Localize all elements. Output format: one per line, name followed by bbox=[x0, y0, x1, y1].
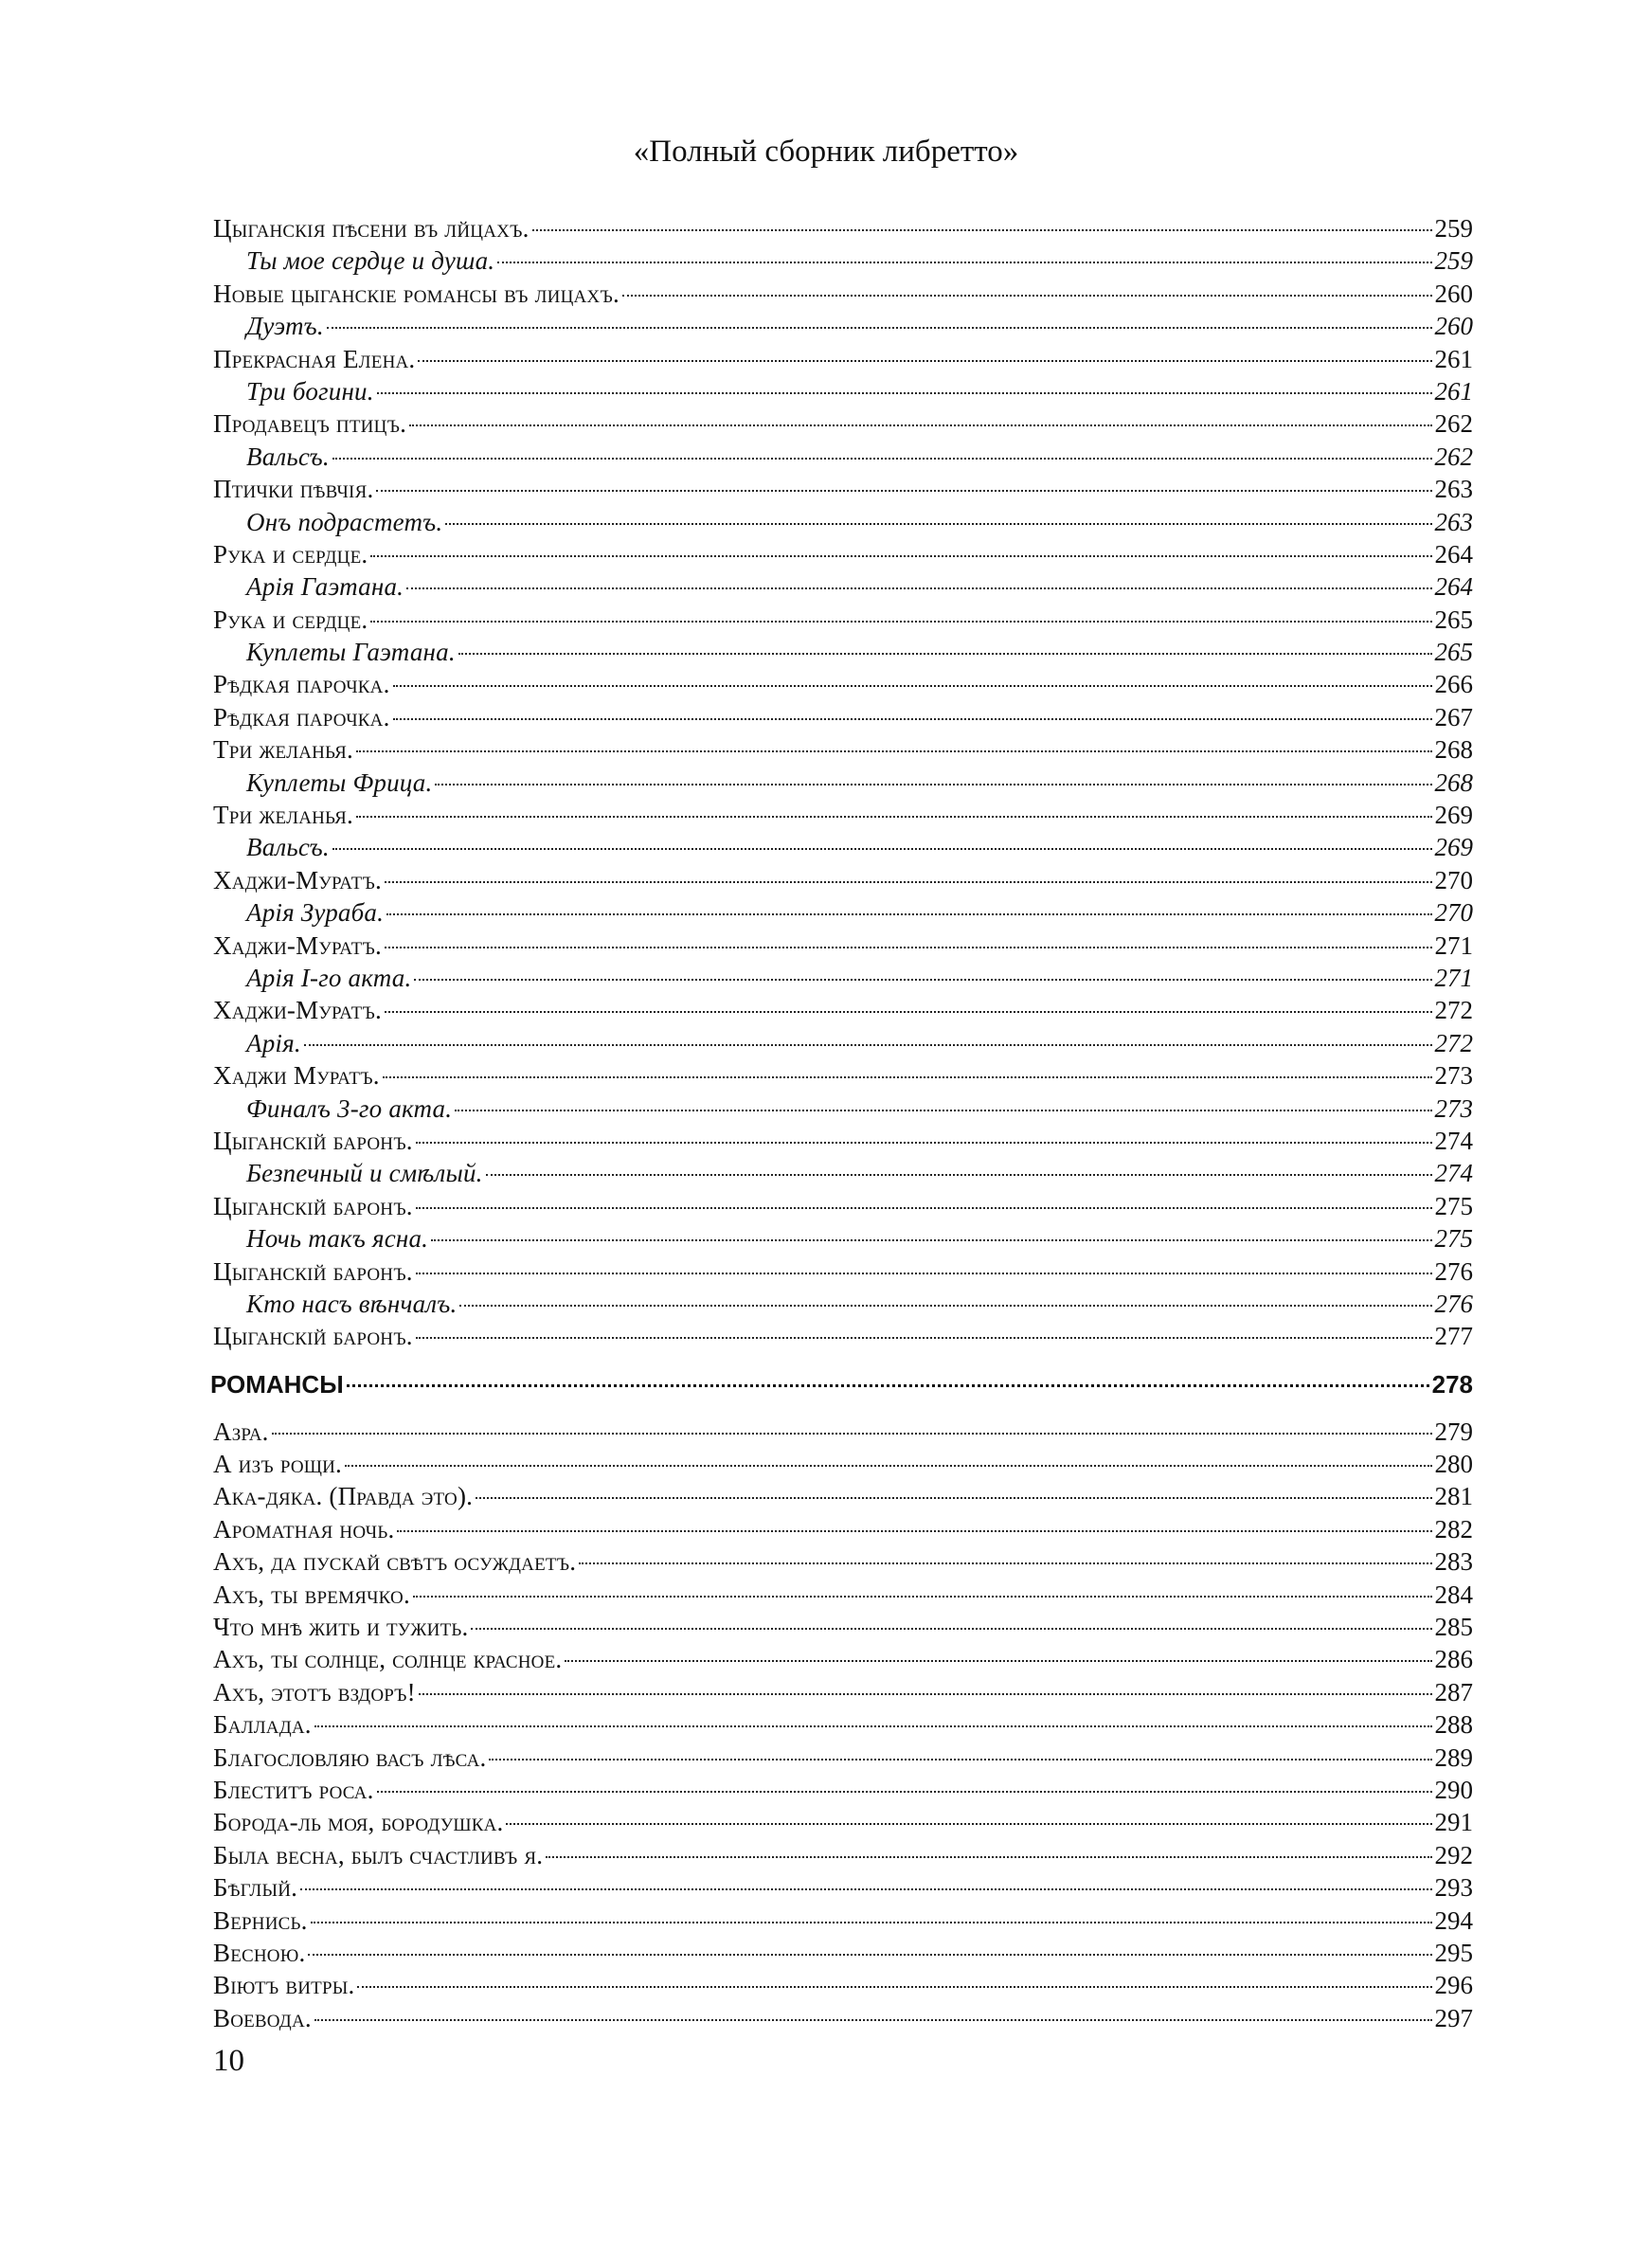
dot-leader bbox=[458, 653, 1432, 655]
toc-entry[interactable] bbox=[213, 1905, 1473, 1937]
toc-entry[interactable] bbox=[213, 1969, 1473, 2001]
dot-leader bbox=[377, 392, 1432, 394]
toc-entry-page: 289 bbox=[1434, 1742, 1473, 1772]
toc-entry-page: 264 bbox=[1434, 572, 1473, 602]
toc-subentry[interactable] bbox=[213, 570, 1473, 603]
toc-entry-page: 262 bbox=[1434, 409, 1473, 439]
toc-entry[interactable] bbox=[213, 212, 1473, 244]
toc-entry-page: 282 bbox=[1434, 1514, 1473, 1544]
toc-entry[interactable] bbox=[213, 1871, 1473, 1904]
toc-entry-page: 293 bbox=[1434, 1873, 1473, 1903]
dot-leader bbox=[419, 1693, 1432, 1695]
toc-entry[interactable] bbox=[213, 1611, 1473, 1643]
toc-entry-page: 279 bbox=[1434, 1417, 1473, 1446]
toc-entry[interactable] bbox=[213, 1774, 1473, 1806]
toc-entry-title: Что мнѣ жить и тужить. bbox=[213, 1613, 469, 1642]
table-of-contents bbox=[210, 212, 1473, 2034]
toc-entry-page: 264 bbox=[1434, 539, 1473, 569]
toc-entry-title: Ахъ, да пускай свѣтъ осуждаетъ. bbox=[213, 1547, 577, 1577]
toc-entry-page: 266 bbox=[1434, 670, 1473, 699]
dot-leader bbox=[304, 1044, 1432, 1046]
dot-leader bbox=[471, 1628, 1431, 1630]
toc-entry-title: Віютъ витры. bbox=[213, 1971, 355, 2000]
toc-entry[interactable] bbox=[213, 538, 1473, 570]
dot-leader bbox=[622, 295, 1432, 297]
toc-entry-page: 263 bbox=[1434, 475, 1473, 504]
toc-entry-page: 274 bbox=[1434, 1126, 1473, 1155]
toc-entry-page: 270 bbox=[1434, 865, 1473, 894]
toc-entry[interactable] bbox=[213, 1448, 1473, 1480]
toc-entry[interactable] bbox=[213, 1190, 1473, 1222]
toc-entry-title: Азра. bbox=[213, 1417, 269, 1446]
dot-leader bbox=[393, 685, 1432, 687]
toc-entry-title: Рѣдкая парочка. bbox=[213, 670, 390, 699]
dot-leader bbox=[455, 1110, 1431, 1111]
toc-entry-page: 271 bbox=[1434, 963, 1473, 992]
toc-subentry[interactable] bbox=[213, 896, 1473, 929]
toc-subentry[interactable] bbox=[213, 831, 1473, 863]
toc-entry-title: Цыганскій баронъ. bbox=[213, 1256, 413, 1286]
toc-entry-title: Арія Зураба. bbox=[246, 898, 385, 928]
toc-entry[interactable] bbox=[213, 668, 1473, 700]
toc-entry[interactable] bbox=[213, 1839, 1473, 1871]
dot-leader bbox=[489, 1759, 1431, 1760]
toc-entry-title: Хаджи-Муратъ. bbox=[213, 930, 382, 960]
toc-entry[interactable] bbox=[213, 1513, 1473, 1545]
toc-entry-page: 270 bbox=[1434, 898, 1473, 928]
dot-leader bbox=[418, 360, 1431, 362]
toc-entry-title: Ахъ, ты солнце, солнце красное. bbox=[213, 1645, 563, 1674]
dot-leader bbox=[376, 490, 1431, 492]
toc-entry[interactable] bbox=[213, 1480, 1473, 1512]
dot-leader bbox=[385, 947, 1432, 948]
toc-entry[interactable] bbox=[213, 2002, 1473, 2034]
dot-leader bbox=[506, 1823, 1431, 1825]
dot-leader bbox=[370, 621, 1431, 623]
dot-leader bbox=[386, 913, 1431, 915]
toc-subentry[interactable] bbox=[213, 1092, 1473, 1125]
toc-entry-page: 287 bbox=[1434, 1677, 1473, 1706]
toc-entry-title: Баллада. bbox=[213, 1710, 312, 1740]
toc-subentry[interactable] bbox=[213, 441, 1473, 473]
toc-subentry[interactable] bbox=[213, 375, 1473, 407]
toc-entry-page: 291 bbox=[1434, 1808, 1473, 1837]
toc-entry[interactable] bbox=[213, 1059, 1473, 1092]
toc-entry-title: Арія Гаэтана. bbox=[246, 572, 404, 602]
dot-leader bbox=[416, 1273, 1432, 1274]
toc-entry[interactable] bbox=[213, 407, 1473, 440]
toc-entry-page: 280 bbox=[1434, 1450, 1473, 1479]
toc-entry-page: 260 bbox=[1434, 279, 1473, 308]
toc-entry-page: 259 bbox=[1434, 246, 1473, 276]
dot-leader bbox=[356, 750, 1432, 752]
dot-leader bbox=[445, 523, 1431, 525]
toc-entry[interactable] bbox=[213, 1708, 1473, 1741]
dot-leader bbox=[383, 1076, 1432, 1078]
toc-entry-page: 275 bbox=[1434, 1224, 1473, 1254]
toc-entry-title: Куплеты Гаэтана. bbox=[246, 638, 456, 667]
toc-entry-title: Цыганскій баронъ. bbox=[213, 1126, 413, 1155]
toc-entry-title: Цыганскія пѣсени въ лйцахъ. bbox=[213, 214, 530, 243]
toc-entry[interactable] bbox=[213, 1320, 1473, 1352]
toc-entry[interactable] bbox=[213, 930, 1473, 962]
toc-entry-page: 296 bbox=[1434, 1971, 1473, 2000]
toc-entry-page: 292 bbox=[1434, 1840, 1473, 1869]
dot-leader bbox=[409, 424, 1431, 426]
toc-entry-page: 276 bbox=[1434, 1289, 1473, 1318]
dot-leader bbox=[393, 718, 1432, 720]
toc-entry-page: 265 bbox=[1434, 605, 1473, 634]
toc-subentry[interactable] bbox=[213, 962, 1473, 994]
toc-entry-title: А изъ рощи. bbox=[213, 1450, 343, 1479]
toc-entry-page: 260 bbox=[1434, 312, 1473, 341]
dot-leader bbox=[414, 979, 1431, 981]
toc-entry-title: Онъ подрастетъ. bbox=[246, 507, 443, 536]
toc-entry-title: Борода-ль моя, бородушка. bbox=[213, 1808, 504, 1837]
toc-entry-title: Была весна, былъ счастливъ я. bbox=[213, 1840, 544, 1869]
toc-subentry[interactable] bbox=[213, 1027, 1473, 1059]
toc-entry[interactable] bbox=[213, 1643, 1473, 1675]
toc-entry-title: Рѣдкая парочка. bbox=[213, 702, 390, 731]
toc-section-heading[interactable] bbox=[210, 1368, 1473, 1400]
toc-entry-page: 275 bbox=[1434, 1191, 1473, 1220]
dot-leader bbox=[565, 1660, 1431, 1662]
dot-leader bbox=[385, 1011, 1432, 1013]
toc-entry-title: Дуэтъ. bbox=[246, 312, 324, 341]
toc-entry-page: 269 bbox=[1434, 801, 1473, 830]
dot-leader bbox=[385, 881, 1432, 883]
dot-leader bbox=[435, 784, 1431, 785]
toc-subentry[interactable] bbox=[213, 244, 1473, 277]
toc-entry-title: Весною. bbox=[213, 1938, 306, 1967]
toc-entry-title: Блеститъ роса. bbox=[213, 1775, 374, 1804]
toc-entry[interactable] bbox=[213, 701, 1473, 733]
toc-entry[interactable] bbox=[213, 733, 1473, 766]
dot-leader bbox=[459, 1305, 1431, 1307]
dot-leader bbox=[413, 1596, 1432, 1598]
toc-group-romances bbox=[213, 1416, 1473, 2034]
toc-entry-page: 288 bbox=[1434, 1710, 1473, 1740]
toc-entry-title: Бѣглый. bbox=[213, 1873, 298, 1903]
dot-leader bbox=[416, 1207, 1432, 1209]
toc-entry[interactable] bbox=[213, 1806, 1473, 1838]
toc-entry-page: 267 bbox=[1434, 702, 1473, 731]
toc-entry-title: Ахъ, ты времячко. bbox=[213, 1580, 410, 1609]
toc-entry-title: Прекрасная Елена. bbox=[213, 344, 416, 373]
toc-entry-title: Ты мое сердце и душа. bbox=[246, 246, 495, 276]
toc-entry[interactable] bbox=[213, 994, 1473, 1026]
dot-leader bbox=[314, 1725, 1432, 1727]
dot-leader bbox=[327, 327, 1432, 329]
dot-leader bbox=[377, 1791, 1432, 1793]
toc-entry-title: Арія. bbox=[246, 1028, 301, 1057]
toc-entry-page: 276 bbox=[1434, 1256, 1473, 1286]
toc-entry-title: Куплеты Фрица. bbox=[246, 767, 433, 797]
toc-subentry[interactable] bbox=[213, 506, 1473, 538]
dot-leader bbox=[406, 587, 1431, 589]
toc-entry[interactable] bbox=[213, 1742, 1473, 1774]
toc-subentry[interactable] bbox=[213, 1222, 1473, 1255]
section-page-number: 278 bbox=[1431, 1369, 1473, 1399]
toc-entry-title: Три желанья. bbox=[213, 735, 353, 765]
toc-group-opera bbox=[213, 212, 1473, 1353]
toc-entry-title: Новые цыганскіе романсы въ лицахъ. bbox=[213, 279, 620, 308]
toc-entry-title: Арія I-го акта. bbox=[246, 963, 412, 992]
toc-entry-page: 284 bbox=[1434, 1580, 1473, 1609]
toc-entry-page: 286 bbox=[1434, 1645, 1473, 1674]
toc-entry-page: 265 bbox=[1434, 638, 1473, 667]
toc-entry-page: 269 bbox=[1434, 833, 1473, 862]
dot-leader bbox=[332, 848, 1432, 850]
toc-entry-page: 281 bbox=[1434, 1482, 1473, 1511]
dot-leader bbox=[397, 1530, 1431, 1532]
toc-entry[interactable] bbox=[213, 278, 1473, 310]
toc-entry-page: 261 bbox=[1434, 376, 1473, 406]
dot-leader bbox=[486, 1174, 1432, 1176]
toc-entry-page: 272 bbox=[1434, 996, 1473, 1025]
dot-leader bbox=[357, 1986, 1431, 1988]
toc-entry[interactable] bbox=[213, 1255, 1473, 1288]
dot-leader bbox=[300, 1888, 1431, 1890]
toc-entry-page: 277 bbox=[1434, 1322, 1473, 1351]
dot-leader bbox=[332, 458, 1432, 460]
toc-entry-page: 268 bbox=[1434, 767, 1473, 797]
toc-entry-page: 274 bbox=[1434, 1159, 1473, 1188]
toc-entry-title: Три желанья. bbox=[213, 801, 353, 830]
toc-entry-title: Благословляю васъ лѣса. bbox=[213, 1742, 487, 1772]
toc-entry-title: Воевода. bbox=[213, 2003, 312, 2032]
toc-subentry[interactable] bbox=[213, 636, 1473, 668]
dot-leader bbox=[546, 1856, 1431, 1858]
toc-entry[interactable] bbox=[213, 799, 1473, 831]
toc-entry[interactable] bbox=[213, 1676, 1473, 1708]
toc-subentry[interactable] bbox=[213, 1157, 1473, 1189]
toc-entry-title: Вальсъ. bbox=[246, 442, 330, 471]
toc-entry[interactable] bbox=[213, 343, 1473, 375]
dot-leader bbox=[497, 262, 1431, 263]
toc-entry-page: 294 bbox=[1434, 1905, 1473, 1935]
toc-subentry[interactable] bbox=[213, 767, 1473, 799]
dot-leader bbox=[431, 1239, 1431, 1241]
page-number: 10 bbox=[213, 2044, 244, 2078]
toc-entry-page: 290 bbox=[1434, 1775, 1473, 1804]
dot-leader bbox=[416, 1337, 1432, 1339]
dot-leader bbox=[345, 1465, 1431, 1467]
toc-entry-title: Продавецъ птицъ. bbox=[213, 409, 407, 439]
toc-entry-page: 285 bbox=[1434, 1613, 1473, 1642]
toc-subentry[interactable] bbox=[213, 310, 1473, 342]
toc-entry[interactable] bbox=[213, 473, 1473, 505]
toc-entry[interactable] bbox=[213, 604, 1473, 636]
toc-entry-page: 268 bbox=[1434, 735, 1473, 765]
toc-entry[interactable] bbox=[213, 1416, 1473, 1448]
toc-subentry[interactable] bbox=[213, 1288, 1473, 1320]
toc-entry[interactable] bbox=[213, 1937, 1473, 1969]
toc-entry-page: 273 bbox=[1434, 1093, 1473, 1123]
toc-entry-title: Ака-дяка. (Правда это). bbox=[213, 1482, 474, 1511]
toc-entry-title: Ночь такъ ясна. bbox=[246, 1224, 429, 1254]
toc-entry-title: Хаджи Муратъ. bbox=[213, 1061, 380, 1091]
dot-leader bbox=[532, 229, 1432, 231]
toc-entry-title: Кто насъ вѣнчалъ. bbox=[246, 1289, 458, 1318]
toc-entry[interactable] bbox=[213, 864, 1473, 896]
toc-entry-title: Вальсъ. bbox=[246, 833, 330, 862]
toc-entry-page: 261 bbox=[1434, 344, 1473, 373]
dot-leader bbox=[476, 1497, 1431, 1499]
dot-leader bbox=[347, 1384, 1429, 1387]
section-title: РОМАНСЫ bbox=[210, 1369, 344, 1399]
dot-leader bbox=[356, 816, 1432, 818]
toc-entry-title: Рука и сердце. bbox=[213, 605, 368, 634]
toc-entry-page: 283 bbox=[1434, 1547, 1473, 1577]
page-header-title: «Полный сборник либретто» bbox=[633, 135, 1019, 169]
toc-entry-title: Финалъ 3-го акта. bbox=[246, 1093, 453, 1123]
toc-entry-title: Ахъ, этотъ вздоръ! bbox=[213, 1677, 416, 1706]
toc-entry-title: Цыганскій баронъ. bbox=[213, 1322, 413, 1351]
toc-entry-title: Рука и сердце. bbox=[213, 539, 368, 569]
toc-entry-page: 262 bbox=[1434, 442, 1473, 471]
dot-leader bbox=[416, 1142, 1432, 1144]
toc-entry[interactable] bbox=[213, 1579, 1473, 1611]
toc-entry-page: 295 bbox=[1434, 1938, 1473, 1967]
toc-entry-page: 259 bbox=[1434, 214, 1473, 243]
toc-entry-title: Вернись. bbox=[213, 1905, 308, 1935]
toc-entry-title: Птички пѣвчія. bbox=[213, 475, 374, 504]
toc-entry[interactable] bbox=[213, 1545, 1473, 1578]
toc-entry-page: 297 bbox=[1434, 2003, 1473, 2032]
toc-entry-title: Три богини. bbox=[246, 376, 374, 406]
toc-entry-page: 271 bbox=[1434, 930, 1473, 960]
toc-entry-title: Безпечный и смѣлый. bbox=[246, 1159, 483, 1188]
toc-entry-title: Хаджи-Муратъ. bbox=[213, 865, 382, 894]
toc-entry-page: 263 bbox=[1434, 507, 1473, 536]
toc-entry-title: Ароматная ночь. bbox=[213, 1514, 395, 1544]
toc-entry-title: Хаджи-Муратъ. bbox=[213, 996, 382, 1025]
toc-entry-page: 273 bbox=[1434, 1061, 1473, 1091]
dot-leader bbox=[311, 1922, 1432, 1923]
toc-entry[interactable] bbox=[213, 1125, 1473, 1157]
dot-leader bbox=[314, 2019, 1432, 2021]
dot-leader bbox=[579, 1562, 1431, 1564]
dot-leader bbox=[370, 555, 1431, 557]
toc-entry-page: 272 bbox=[1434, 1028, 1473, 1057]
toc-entry-title: Цыганскій баронъ. bbox=[213, 1191, 413, 1220]
dot-leader bbox=[272, 1433, 1432, 1435]
dot-leader bbox=[308, 1954, 1431, 1956]
